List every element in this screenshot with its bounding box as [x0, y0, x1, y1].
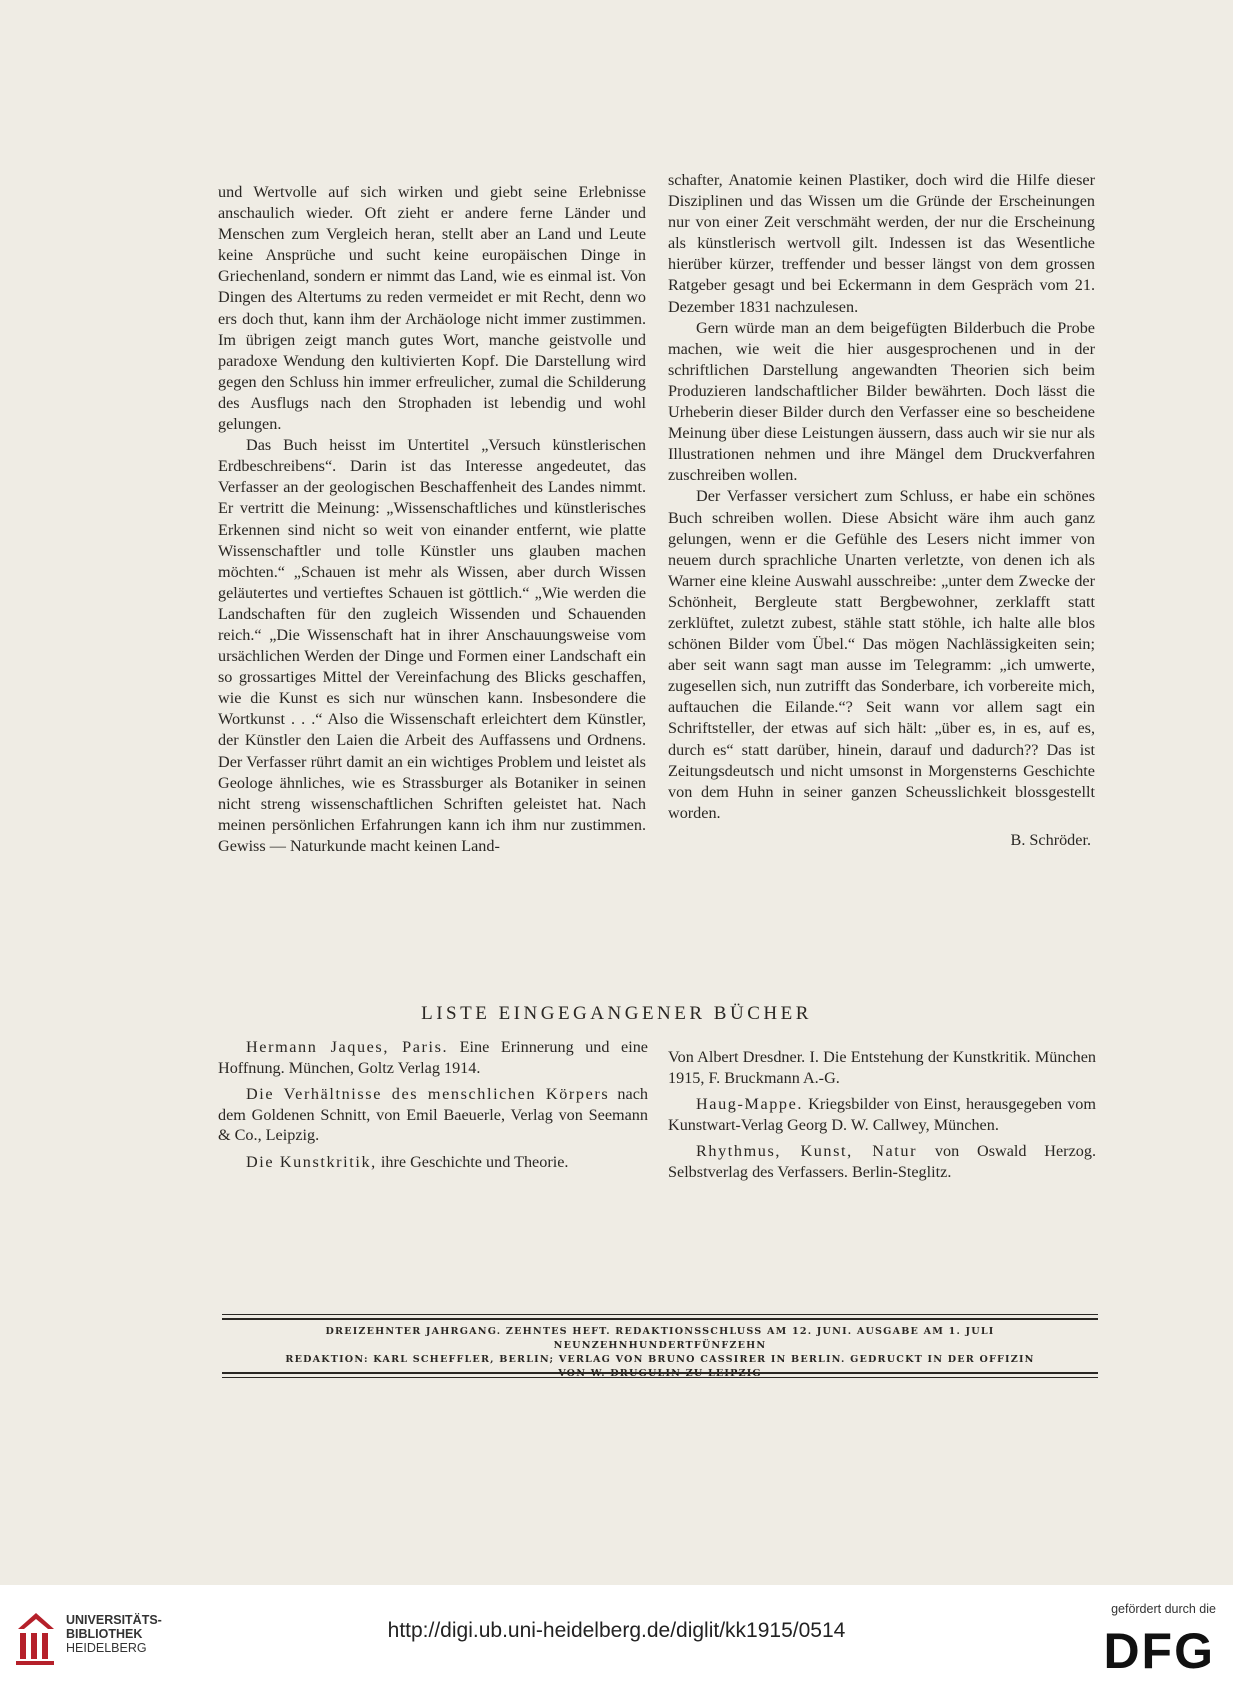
dfg-logo: DFG: [1103, 1623, 1215, 1679]
book-details: Kriegsbilder von Einst, herausgegeben vom Kunstwart-Verlag Georg D. W. Callwey, München.: [668, 1095, 1096, 1134]
review-paragraph: schafter, Anatomie keinen Plastiker, doch wird die Hilfe dieser Disziplinen und das Wissen um die Gründe der Erscheinungen nur von einer Zeit verschmäht werden, der nur die Erscheinung als künstlerisch wertvoll gilt. Indessen ist das Wesentliche hierüber kürzer, treffender und besser längst von dem grossen Ratgeber gesagt und bei Eckermann in dem Gespräch vom 21. Dezember 1831 nachzulesen.: [668, 171, 1095, 316]
review-paragraph: Das Buch heisst im Untertitel „Versuch künstlerischen Erdbeschreibens“. Darin ist das Interesse angedeutet, das Verfasser an der geologischen Beschaffenheit des Landes nimmt. Er vertritt die Meinung: „Wissenschaftliches und künstlerisches Erkennen sind nicht so weit von einander entfernt, wie platte Wissenschaftler und tolle Künstler uns glauben machen möchten.“ „Schauen ist mehr als Wissen, aber durch Wissen geläutertes und vertieftes Schauen ist göttlich.“ „Wie werden die Landschaften für den zugleich Wissenden und Schauenden reich.“ „Die Wissenschaft hat in ihrer Anschauungsweise vom ursächlichen Werden der Dinge und Formen einer Landschaft ein so grossartiges Mittel der Vereinfachung des Blicks geschaffen, wie die Kunst es sich nur wünschen kann. Insbesondere die Wortkunst . . .“ Also die Wissenschaft erleichtert dem Künstler, der Künstler den Laien die Arbeit des Auffassens und Ordnens. Der Verfasser rührt damit an ein wichtiges Problem und leistet als Geologe ähnliches, wie es Strassburger als Botaniker in seinen nicht streng wissenschaftlichen Schriften geleistet hat. Nach meinen persönlichen Erfahrungen kann ich ihm nur zustimmen. Gewiss — Naturkunde macht keinen Land-: [218, 436, 646, 855]
book-details: Eine Erinnerung und eine Hoffnung. München, Goltz Verlag 1914.: [218, 1038, 648, 1077]
book-title: Hermann Jaques, Paris.: [246, 1038, 449, 1056]
funded-by-label: gefördert durch die: [1111, 1602, 1216, 1616]
book-entry: [668, 1094, 1096, 1135]
book-title: Rhythmus, Kunst, Natur: [696, 1142, 918, 1160]
book-title: Haug-Mappe.: [696, 1095, 804, 1113]
imprint-rule-top-thick: [222, 1318, 1098, 1320]
imprint-line: DREIZEHNTER JAHRGANG. ZEHNTES HEFT. REDAKTIONSSCHLUSS AM 12. JUNI. AUSGABE AM 1. JULI NEUNZEHNHUNDERTFÜNFZEHN: [325, 1326, 995, 1351]
book-details: Von Albert Dresdner. I. Die Entstehung der Kunstkritik. München 1915, F. Bruckmann A.-G.: [668, 1048, 1096, 1087]
book-entry: [668, 1141, 1096, 1182]
book-title: Die Verhältnisse des menschlichen Körpers: [246, 1085, 610, 1103]
review-column-left: [218, 182, 646, 857]
book-entry: [218, 1152, 648, 1173]
book-entry: [218, 1084, 648, 1146]
book-details: von Oswald Herzog. Selbstverlag des Verfassers. Berlin-Steglitz.: [668, 1142, 1096, 1181]
review-column-right: [668, 170, 1095, 851]
imprint-line: [222, 1367, 1098, 1381]
book-entry: [668, 1047, 1096, 1088]
book-list-right: [668, 1047, 1096, 1188]
review-paragraph: Der Verfasser versichert zum Schluss, er habe ein schönes Buch schreiben wollen. Diese Absicht wäre ihm auch ganz gelungen, wenn er die Gefühle des Lesers nicht immer von neuem durch sprachliche Unarten verletzte, von denen ich als Warner eine kleine Auswahl ausschreibe: „unter dem Zwecke der Schönheit, Bergleute statt Bergbewohner, zerklafft statt zerklüftet, zuletzt zubest, stähle statt stöhle, ich halte alle blos schönen Bilder vom Übel.“ Das mögen Nachlässigkeiten sein; aber seit wann sagt man ausse im Telegramm: „ich umwerte, zugesellen sich, nun zutrifft das Sonderbare, ich vorbereite mich, auftauchen die Eilande.“? Seit wann vor allem sagt ein Schriftsteller, der etwas auf sich hält: „über es, in es, auf es, durch es“ statt darüber, hinein, darauf und dadurch?? Das ist Zeitungsdeutsch und nicht umsonst in Morgensterns Geschichte von dem Huhn in seiner ganzen Scheusslichkeit blossgestellt worden.: [668, 487, 1095, 822]
book-list-heading: LISTE EINGEGANGENER BÜCHER: [421, 1003, 812, 1024]
book-list-left: [218, 1037, 648, 1178]
imprint-rule-bottom-thick: [222, 1372, 1098, 1374]
book-title: Die Kunstkritik,: [246, 1152, 377, 1171]
imprint-rule-bottom: [222, 1377, 1098, 1378]
permalink-url[interactable]: http://digi.ub.uni-heidelberg.de/diglit/kk1915/0514: [387, 1619, 846, 1642]
imprint-line: REDAKTION: KARL SCHEFFLER, BERLIN; VERLAG VON BRUNO CASSIRER IN BERLIN. GEDRUCKT IN DER OFFIZIN: [285, 1354, 1035, 1365]
book-entry: [218, 1037, 648, 1078]
university-library-name: UNIVERSITÄTS- BIBLIOTHEK HEIDELBERG: [66, 1613, 162, 1655]
imprint-rule-top: [222, 1314, 1098, 1315]
review-paragraph: Gern würde man an dem beigefügten Bilderbuch die Probe machen, wie weit die hier ausgesprochenen und in der schriftlichen Darstellung angewandten Theorien sich beim Produzieren landschaftlicher Bilder bewährten. Doch lässt die Urheberin dieser Bilder durch den Verfasser eine so bescheidene Meinung über diese Leistungen äussern, dass auch wir sie nur als Illustrationen nehmen und ihre Mängel dem Druckverfahren zuschreiben wollen.: [668, 318, 1095, 485]
review-signature: B. Schröder.: [1010, 830, 1091, 849]
book-details: nach dem Goldenen Schnitt, von Emil Baeuerle, Verlag von Seemann & Co., Leipzig.: [218, 1085, 648, 1144]
book-details: ihre Geschichte und Theorie.: [376, 1152, 569, 1171]
review-paragraph: und Wertvolle auf sich wirken und giebt seine Erlebnisse anschaulich wieder. Oft zieht er andere ferne Länder und Menschen zum Vergleich heran, stellt aber an Land und Leute keine Ansprüche und sucht keine europäischen Dinge in Griechenland, sondern er nimmt das Land, wie es einmal ist. Von Dingen des Altertums zu reden vermeidet er mit Recht, denn wo ers doch thut, kann ihm der Archäologe nicht immer zustimmen. Im übrigen zeigt manch gutes Wort, manche geistvolle und paradoxe Wendung den kultivierten Kopf. Die Darstellung wird gegen den Schluss hin immer erfreulicher, zumal die Schilderung des Ausflugs nach den Strophaden ist lebendig und wohl gelungen.: [218, 183, 646, 434]
